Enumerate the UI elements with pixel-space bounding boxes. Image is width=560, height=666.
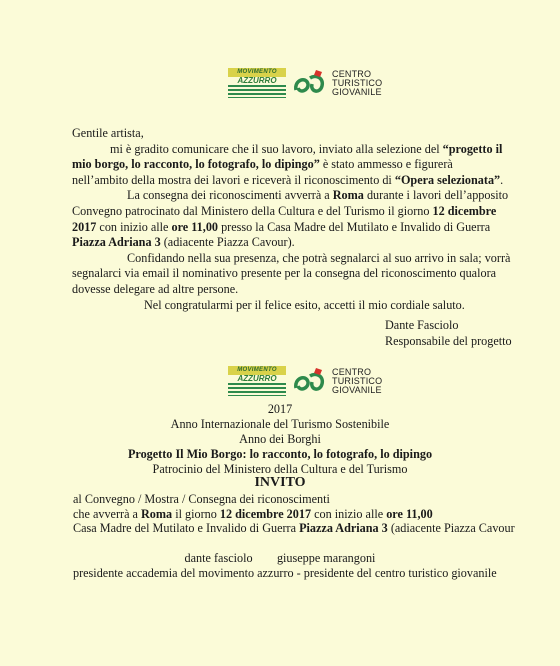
invite-roles: presidente accademia del movimento azzurro - presidente del centro turistico giovanile: [73, 566, 497, 580]
invite-line-1: Anno Internazionale del Turismo Sostenibile: [170, 417, 390, 431]
ctg-mark-icon: [292, 68, 328, 98]
invite-line-3: Progetto Il Mio Borgo: lo racconto, lo fotografo, lo dipingo: [127, 447, 433, 461]
letter-paragraph-3: Confidando nella sua presenza, che potrà segnalarci al suo arrivo in sala; vorrà segnalarci via email il nominativo presente per la consegna del riconoscimento qualora dovesse delegare ad altre persone.: [72, 250, 511, 296]
header-logo: [228, 68, 382, 98]
letter-body: [72, 126, 512, 313]
waves-icon: [228, 85, 286, 98]
invite-year: 2017: [267, 402, 293, 416]
badge-top-text: MOVIMENTO: [228, 68, 286, 77]
movimento-azzurro-logo: MOVIMENTO AZZURRO: [228, 366, 286, 396]
ctg-mark-icon: [292, 366, 328, 396]
letter-paragraph-2: La consegna dei riconoscimenti avverrà a Roma durante i lavori dell’apposito Convegno patrocinato dal Ministero della Cultura e del Turismo il giorno 12 dicembre 2017 con inizio alle ore 11,00 presso la Casa Madre del Mutilato e Invalido di Guerra Piazza Adriana 3 (adiacente Piazza Cavour).: [72, 188, 509, 250]
movimento-azzurro-logo: [228, 68, 286, 98]
invite-names: dante fasciolo giuseppe marangoni: [184, 551, 376, 565]
invite-logo: [228, 366, 382, 396]
invite-details: al Convegno / Mostra / Consegna dei riconoscimenti che avverrà a Roma il giorno 12 dicembre 2017 con inizio alle ore 11,00 Casa Madre del Mutilato e Invalido di Guerra Piazza Adriana 3 (adiacente Piazza Cavour: [73, 492, 515, 535]
greeting: Gentile artista,: [72, 126, 144, 140]
signature-role: Responsabile del progetto: [385, 334, 512, 348]
badge-mid-text: AZZURRO: [237, 76, 277, 85]
invite-line-2: Anno dei Borghi: [239, 432, 321, 446]
signature-name: Dante Fasciolo: [385, 318, 459, 332]
letter-paragraph-1: mi è gradito comunicare che il suo lavoro, inviato alla selezione del “progetto il mio borgo, lo racconto, lo fotografo, lo dipingo” è stato ammesso e figurerà nell’ambito della mostra dei lavori e riceverà il riconoscimento di “Opera selezionata”.: [72, 141, 504, 187]
ctg-logo-text: CENTRO TURISTICO GIOVANILE: [332, 68, 383, 97]
invite-line-4: Patrocinio del Ministero della Cultura e del Turismo: [152, 462, 408, 476]
letter-paragraph-4: Nel congratularmi per il felice esito, accetti il mio cordiale saluto.: [144, 297, 465, 312]
invite-title: INVITO: [254, 475, 306, 490]
waves-icon: [228, 383, 286, 396]
ctg-logo-text: CENTRO TURISTICO GIOVANILE: [332, 366, 383, 395]
